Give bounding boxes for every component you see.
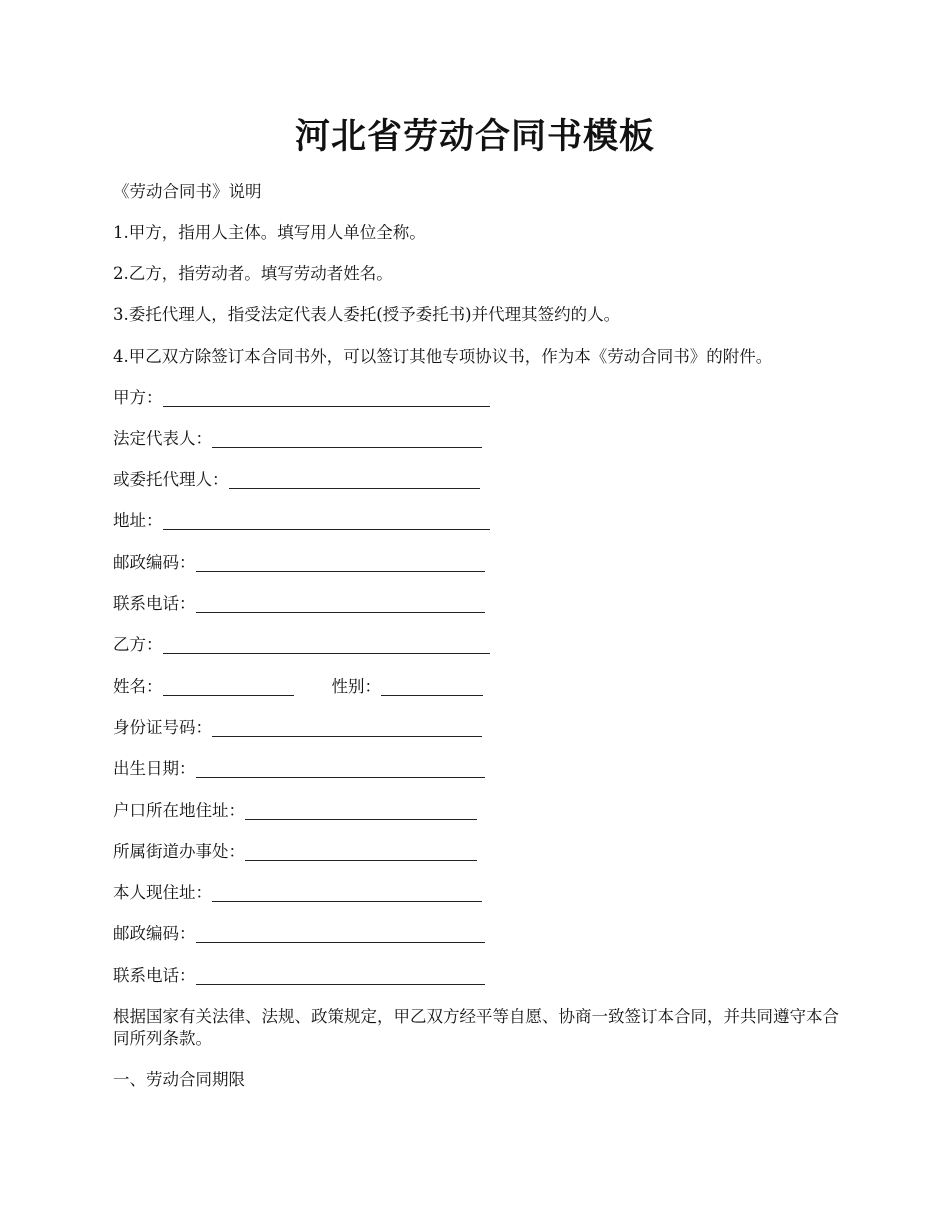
legal-rep-label: 法定代表人： <box>113 429 212 448</box>
party-b-postcode-label: 邮政编码： <box>113 924 196 943</box>
subdistrict-label: 所属街道办事处： <box>113 842 245 861</box>
note-4: 4.甲乙双方除签订本合同书外，可以签订其他专项协议书，作为本《劳动合同书》的附件。 <box>113 347 773 366</box>
current-address-label: 本人现住址： <box>113 883 212 902</box>
party-a-address-label: 地址： <box>113 511 163 530</box>
party-a-postcode-label: 邮政编码： <box>113 553 196 572</box>
section-1-heading: 一、劳动合同期限 <box>113 1070 245 1089</box>
party-a-field <box>113 387 490 409</box>
legal-rep-blank[interactable] <box>212 429 482 448</box>
party-a-address-field <box>113 510 490 532</box>
id-number-blank[interactable] <box>212 718 482 737</box>
party-b-postcode-field <box>113 923 485 945</box>
party-a-postcode-blank[interactable] <box>196 553 485 572</box>
party-b-phone-label: 联系电话： <box>113 966 196 985</box>
gender-label: 性别： <box>331 677 381 696</box>
agent-label: 或委托代理人： <box>113 470 229 489</box>
party-a-phone-label: 联系电话： <box>113 594 196 613</box>
party-a-address-blank[interactable] <box>163 511 490 530</box>
agent-field <box>113 469 480 491</box>
subdistrict-field <box>113 841 477 863</box>
party-a-phone-field <box>113 593 485 615</box>
party-b-phone-field <box>113 965 485 987</box>
id-number-field <box>113 717 482 739</box>
party-a-postcode-field <box>113 552 485 574</box>
intro-heading: 《劳动合同书》说明 <box>113 182 262 201</box>
hukou-address-field <box>113 800 477 822</box>
party-a-label: 甲方： <box>113 388 163 407</box>
id-number-label: 身份证号码： <box>113 718 212 737</box>
hukou-address-blank[interactable] <box>245 801 477 820</box>
party-b-field <box>113 634 490 656</box>
note-1: 1.甲方，指用人主体。填写用人单位全称。 <box>113 223 426 242</box>
party-a-blank[interactable] <box>163 388 490 407</box>
document-title: 河北省劳动合同书模板 <box>294 116 655 157</box>
name-gender-field <box>113 676 483 698</box>
note-2: 2.乙方，指劳动者。填写劳动者姓名。 <box>113 264 393 283</box>
party-b-blank[interactable] <box>163 635 490 654</box>
party-b-phone-blank[interactable] <box>196 966 485 985</box>
current-address-blank[interactable] <box>212 883 482 902</box>
name-blank[interactable] <box>163 677 294 696</box>
birth-date-blank[interactable] <box>196 759 485 778</box>
birth-date-field <box>113 758 485 780</box>
current-address-field <box>113 882 482 904</box>
legal-rep-field <box>113 428 482 450</box>
preamble-paragraph: 根据国家有关法律、法规、政策规定，甲乙双方经平等自愿、协商一致签订本合同，并共同遵守本合同所列条款。 <box>113 1007 839 1048</box>
party-a-phone-blank[interactable] <box>196 594 485 613</box>
subdistrict-blank[interactable] <box>245 842 477 861</box>
agent-blank[interactable] <box>229 470 480 489</box>
birth-date-label: 出生日期： <box>113 759 196 778</box>
party-b-postcode-blank[interactable] <box>196 924 485 943</box>
hukou-address-label: 户口所在地住址： <box>113 801 245 820</box>
gender-blank[interactable] <box>381 677 483 696</box>
name-label: 姓名： <box>113 677 163 696</box>
note-3: 3.委托代理人，指受法定代表人委托(授予委托书)并代理其签约的人。 <box>113 305 621 324</box>
party-b-label: 乙方： <box>113 635 163 654</box>
